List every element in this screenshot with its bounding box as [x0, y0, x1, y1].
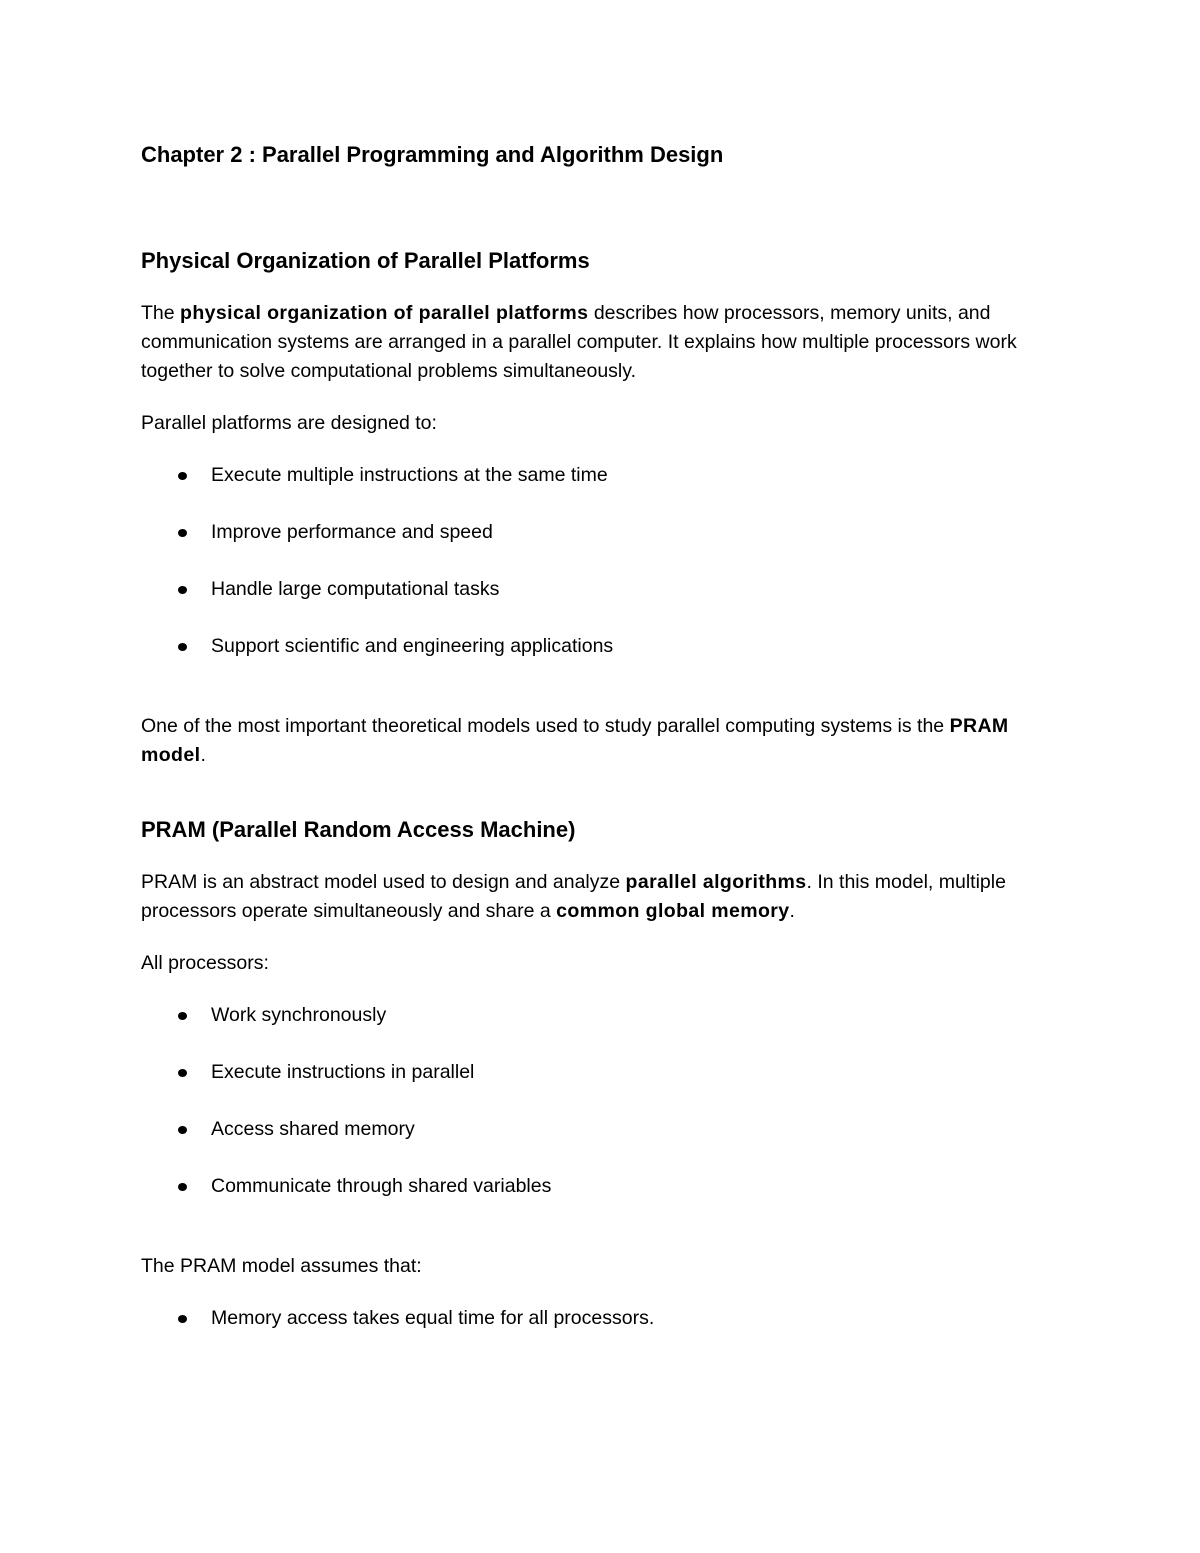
paragraph-pram-definition [141, 868, 1061, 926]
list-item [141, 632, 1061, 661]
list-item-text: Execute instructions in parallel [211, 1061, 475, 1083]
bullet-list-processors [141, 1001, 1061, 1201]
list-item-text: Memory access takes equal time for all processors. [211, 1307, 655, 1329]
list-item-text: Improve performance and speed [211, 521, 493, 543]
bullet-icon [178, 1183, 187, 1191]
text-run: describes how processors, memory units, and communication systems are arranged in a parallel computer. It explains how multiple processors work together to solve computational problems simultaneously. [141, 302, 1017, 382]
bold-term: parallel algorithms [625, 871, 807, 893]
list-item [141, 1058, 1061, 1087]
bullet-icon [178, 643, 187, 651]
bold-term: common global memory [556, 900, 790, 922]
bullet-icon [178, 1012, 187, 1020]
list-item [141, 1001, 1061, 1030]
paragraph-pram-assumes: The PRAM model assumes that: [141, 1255, 422, 1277]
section-heading-pram: PRAM (Parallel Random Access Machine) [141, 817, 576, 842]
bold-term: physical organization of parallel platforms [180, 302, 589, 324]
list-item [141, 1304, 1061, 1333]
bullet-icon [178, 1126, 187, 1134]
list-item [141, 1115, 1061, 1144]
document-body [141, 140, 1061, 1333]
list-item-text: Support scientific and engineering applications [211, 635, 614, 657]
list-item [141, 575, 1061, 604]
paragraph-physical-organization [141, 299, 1061, 386]
text-run: PRAM is an abstract model used to design and analyze [141, 871, 626, 893]
list-item-text: Work synchronously [211, 1004, 387, 1026]
page-title: Chapter 2 : Parallel Programming and Algorithm Design [141, 142, 724, 167]
text-run: One of the most important theoretical models used to study parallel computing systems is the [141, 715, 950, 737]
bullet-icon [178, 586, 187, 594]
list-item [141, 461, 1061, 490]
list-item-text: Communicate through shared variables [211, 1175, 552, 1197]
list-item [141, 1172, 1061, 1201]
list-item-text: Access shared memory [211, 1118, 415, 1140]
text-run: . [789, 900, 795, 922]
section-heading-physical-organization: Physical Organization of Parallel Platforms [141, 248, 590, 273]
list-item-text: Handle large computational tasks [211, 578, 500, 600]
paragraph-all-processors: All processors: [141, 952, 269, 974]
text-run: . [200, 744, 206, 766]
bullet-icon [178, 1315, 187, 1323]
bullet-list-assumptions [141, 1304, 1061, 1333]
bullet-icon [178, 529, 187, 537]
bullet-icon [178, 1069, 187, 1077]
bullet-list-design-goals [141, 461, 1061, 661]
bold-term: PRAM model [141, 715, 1009, 766]
list-item-text: Execute multiple instructions at the same time [211, 464, 608, 486]
paragraph-pram-reference [141, 712, 1061, 770]
bullet-icon [178, 472, 187, 480]
text-run: . In this model, multiple processors operate simultaneously and share a [141, 871, 1006, 922]
paragraph-list-intro: Parallel platforms are designed to: [141, 412, 437, 434]
list-item [141, 518, 1061, 547]
text-run: The [141, 302, 181, 324]
